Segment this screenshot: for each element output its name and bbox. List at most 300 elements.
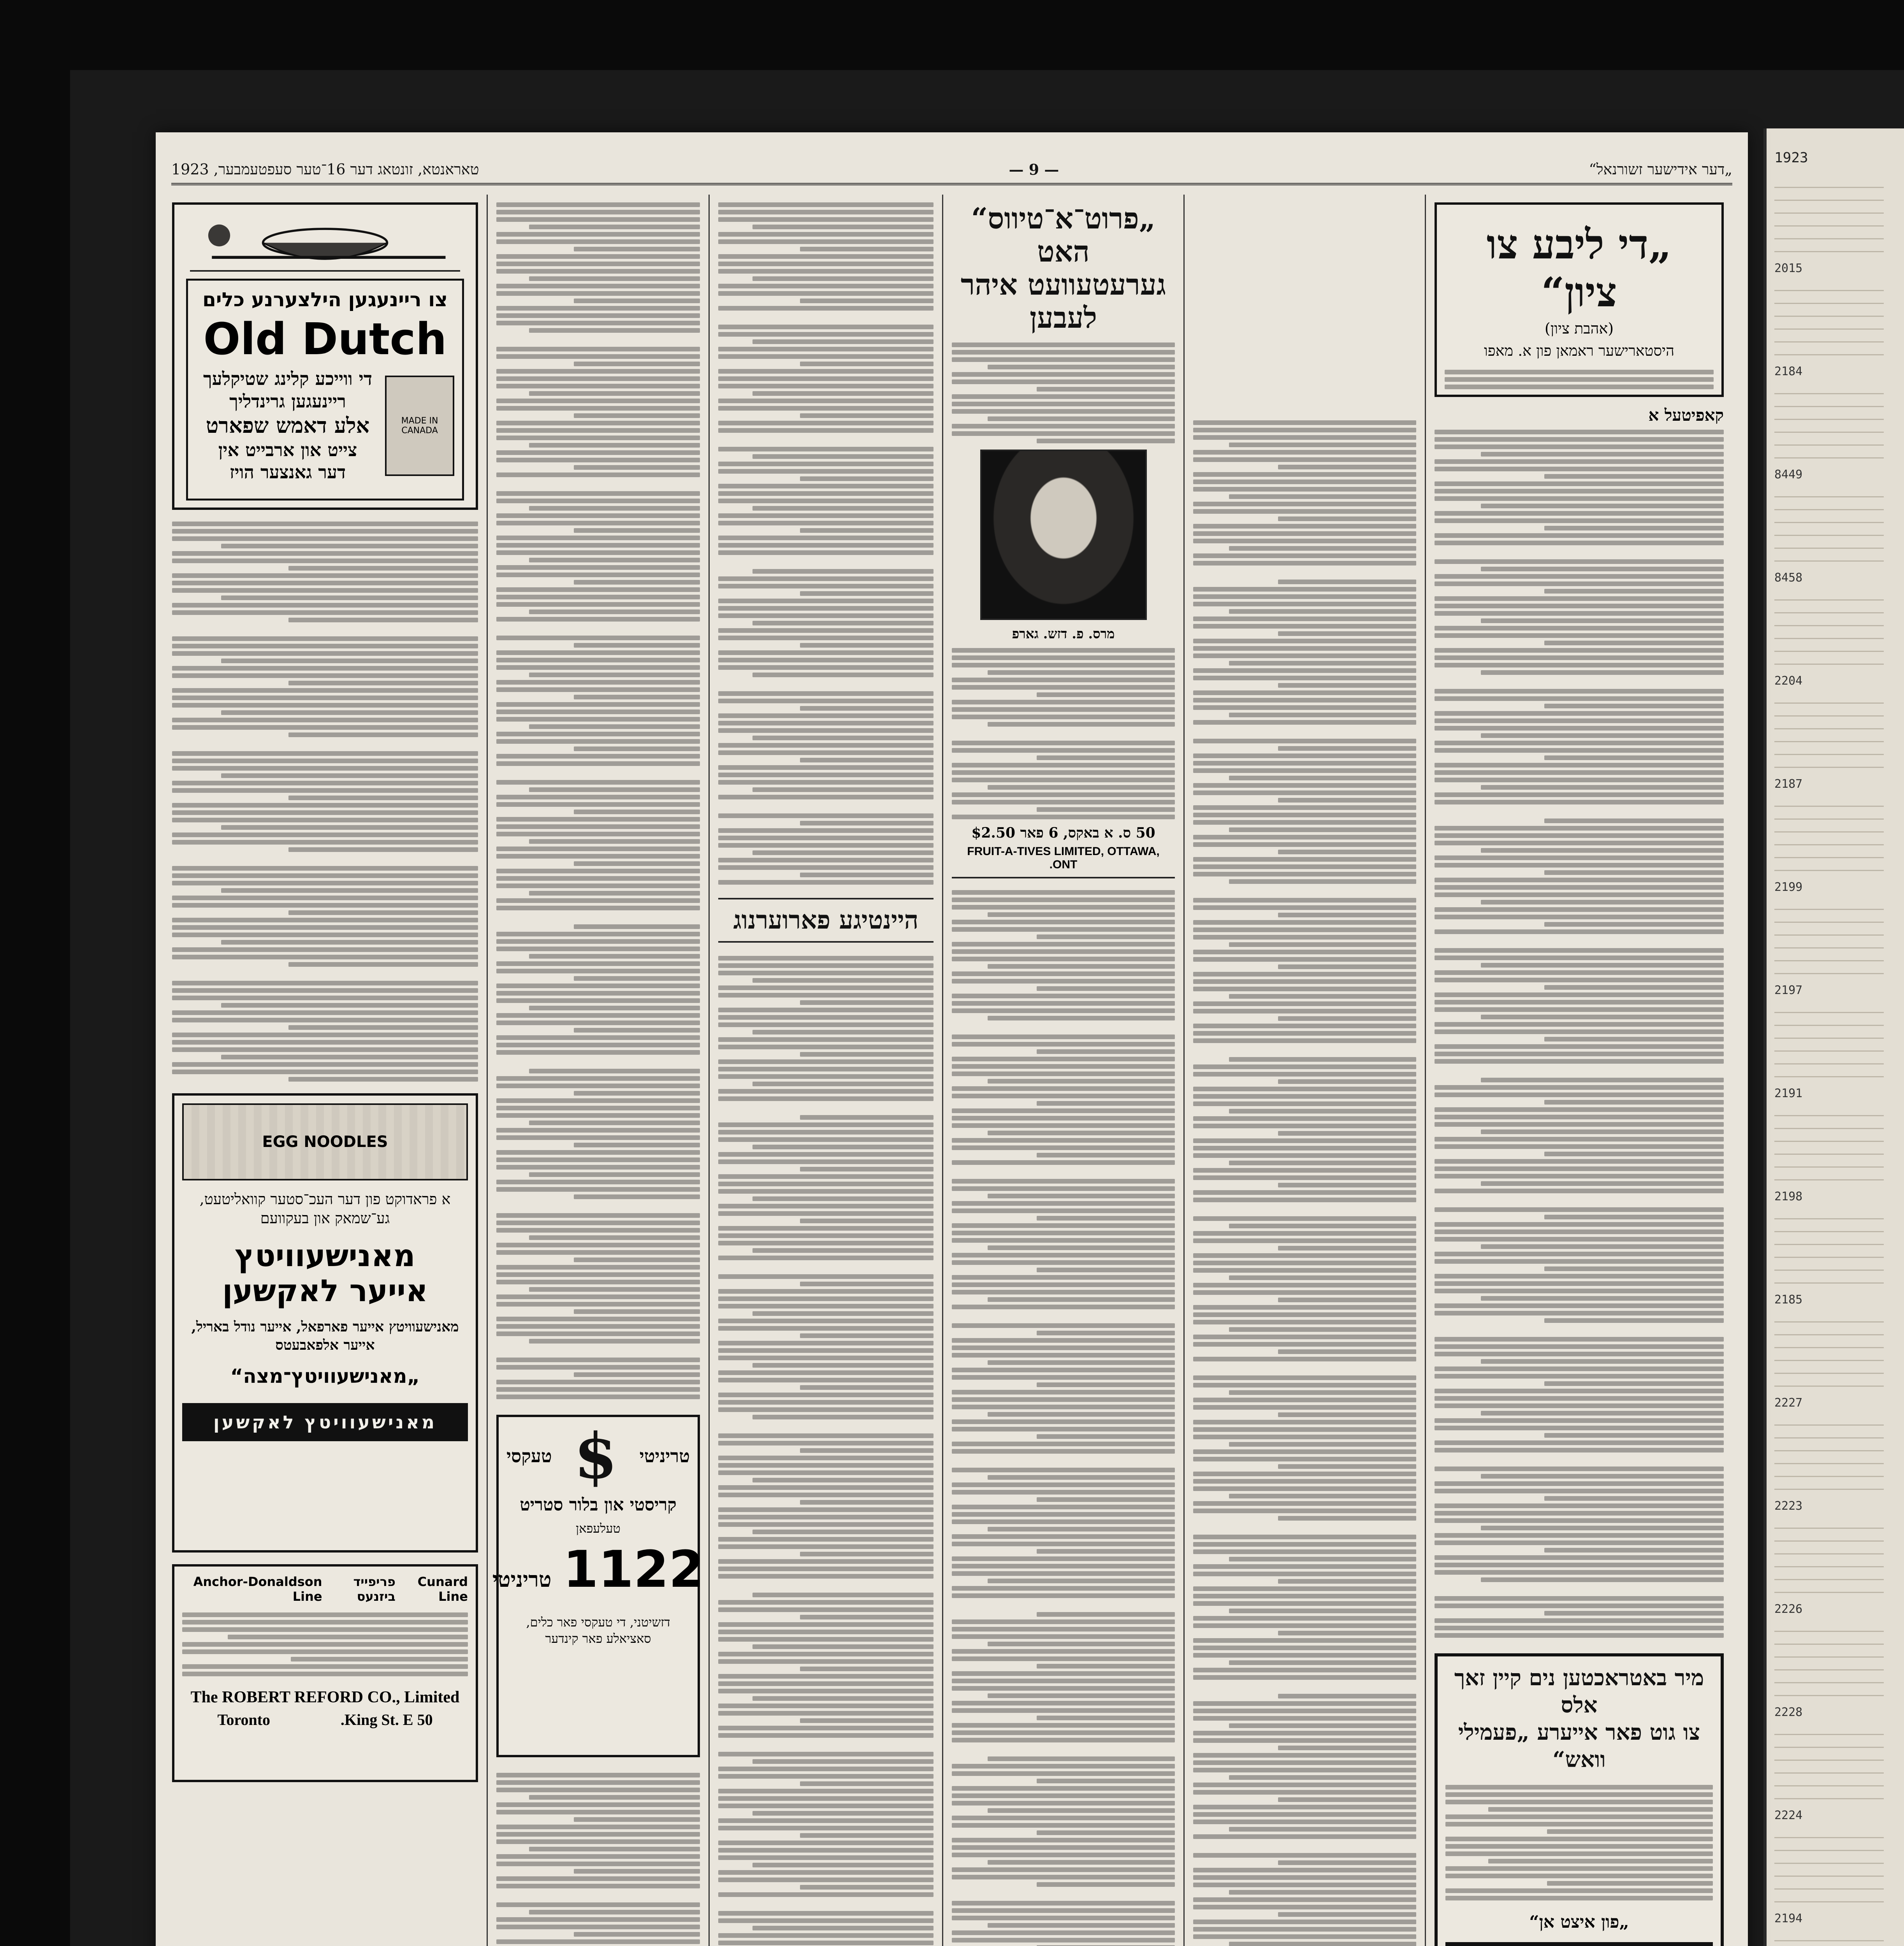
- text-line: [1435, 841, 1724, 845]
- paragraph-break: [1435, 807, 1724, 816]
- text-line: [1193, 1398, 1416, 1402]
- text-line: [1481, 1474, 1724, 1479]
- text-line: [752, 1811, 934, 1816]
- text-line: [1435, 1166, 1724, 1171]
- text-line: [1435, 1489, 1724, 1493]
- text-line: [800, 362, 934, 366]
- text-line: [1435, 833, 1724, 838]
- text-line: [1193, 1486, 1416, 1491]
- text-line: [1229, 1390, 1416, 1395]
- text-line: [718, 1855, 934, 1860]
- adjacent-text-line: [1774, 1780, 1884, 1786]
- text-line: [1435, 1596, 1724, 1601]
- text-line: [718, 1256, 934, 1260]
- text-line: [1193, 805, 1416, 810]
- text-line: [718, 399, 934, 403]
- text-line: [172, 703, 478, 708]
- text-line: [1435, 1555, 1724, 1560]
- cunard-right-header: Anchor-Donaldson Line: [193, 1574, 322, 1604]
- text-line: [1445, 1888, 1713, 1893]
- text-line: [718, 606, 934, 611]
- text-line: [1037, 1382, 1175, 1387]
- text-line: [988, 1194, 1175, 1198]
- text-line: [496, 1358, 700, 1362]
- paragraph-break: [1193, 727, 1416, 736]
- text-line: [1193, 561, 1416, 566]
- text-line: [952, 1419, 1175, 1424]
- text-line: [718, 306, 934, 311]
- text-line: [172, 1070, 478, 1074]
- paragraph-break: [1193, 1842, 1416, 1850]
- text-line: [172, 588, 478, 593]
- text-line: [496, 1331, 700, 1336]
- adjacent-text-line: [1774, 1367, 1884, 1374]
- text-line: [952, 1086, 1175, 1091]
- text-line: [1435, 1289, 1724, 1293]
- text-line: [1229, 827, 1416, 832]
- text-line: [574, 861, 700, 866]
- adjacent-text-line: [1774, 864, 1884, 871]
- text-line: [718, 1630, 934, 1634]
- cunard-company: The ROBERT REFORD CO., Limited: [190, 1688, 460, 1706]
- text-line: [172, 651, 478, 656]
- text-line: [1435, 778, 1724, 782]
- text-line: [1193, 1501, 1416, 1506]
- text-line: [1544, 922, 1724, 927]
- text-line: [496, 1084, 700, 1088]
- text-line: [718, 202, 934, 207]
- text-line: [1435, 1044, 1724, 1049]
- text-line: [574, 976, 700, 981]
- text-line: [718, 1918, 934, 1923]
- text-line: [1278, 1131, 1416, 1136]
- text-line: [1435, 696, 1724, 701]
- text-line: [1435, 1052, 1724, 1056]
- text-line: [1481, 1129, 1724, 1134]
- text-line: [1435, 718, 1724, 723]
- text-line: [1193, 898, 1416, 903]
- text-line: [752, 1696, 934, 1701]
- adjacent-listing-number: 2199: [1774, 880, 1803, 894]
- text-line: [496, 284, 700, 288]
- adjacent-text-line: [1774, 1226, 1884, 1232]
- text-line: [1435, 1022, 1724, 1027]
- text-line: [952, 1253, 1175, 1258]
- text-line: [1544, 1318, 1724, 1323]
- text-line: [1037, 1882, 1175, 1887]
- text-line: [1435, 711, 1724, 716]
- column-5: [1183, 195, 1425, 1946]
- adjacent-text-line: [1774, 929, 1884, 936]
- text-line: [496, 939, 700, 944]
- text-line: [1193, 1001, 1416, 1006]
- text-line: [1193, 1853, 1416, 1858]
- text-line: [496, 513, 700, 518]
- paragraph-break: [718, 802, 934, 811]
- text-line: [1037, 1049, 1175, 1054]
- text-line: [718, 658, 934, 662]
- text-line: [496, 1076, 700, 1081]
- text-line: [496, 754, 700, 759]
- text-line: [952, 1901, 1175, 1906]
- adjacent-text-line: [1774, 1483, 1884, 1490]
- text-line: [1193, 1268, 1416, 1273]
- text-line: [1037, 934, 1175, 939]
- text-line: [496, 1939, 700, 1944]
- old-dutch-brand: Old Dutch: [203, 314, 447, 365]
- text-line: [718, 1319, 934, 1323]
- text-line: [529, 506, 700, 511]
- text-line: [1193, 1868, 1416, 1872]
- cunard-ad: [172, 1564, 478, 1782]
- text-line: [752, 978, 934, 983]
- text-line: [752, 621, 934, 625]
- text-line: [718, 780, 934, 785]
- text-line: [496, 1365, 700, 1370]
- text-line: [952, 1723, 1175, 1728]
- text-line: [1278, 1183, 1416, 1187]
- text-line: [496, 795, 700, 799]
- text-line: [718, 1567, 934, 1571]
- text-line: [172, 551, 478, 556]
- text-line: [496, 1180, 700, 1184]
- text-line: [496, 1302, 700, 1307]
- text-line: [1435, 1115, 1724, 1119]
- text-line: [172, 947, 478, 952]
- text-line: [1193, 1716, 1416, 1721]
- paragraph-break: [952, 729, 1175, 738]
- taxi-phone-number: 1122: [563, 1540, 704, 1599]
- adjacent-text-line: [1774, 1793, 1884, 1799]
- text-line: [1193, 761, 1416, 766]
- text-line: [221, 710, 478, 715]
- text-line: [718, 1789, 934, 1793]
- text-line: [496, 1150, 700, 1155]
- column-right: [1425, 195, 1732, 1946]
- text-line: [1445, 1896, 1713, 1900]
- text-line: [172, 751, 478, 756]
- taxi-label: טריניטי: [639, 1445, 690, 1467]
- text-line: [1435, 955, 1724, 960]
- text-line: [718, 1870, 934, 1875]
- text-line: [952, 1071, 1175, 1076]
- text-line: [952, 424, 1175, 429]
- text-line: [800, 1219, 934, 1223]
- paragraph-break: [496, 624, 700, 633]
- newspaper-page: [156, 132, 1748, 1946]
- adjacent-text-line: [1774, 207, 1884, 214]
- text-line: [221, 1055, 478, 1059]
- text-line: [1193, 1312, 1416, 1317]
- text-line: [952, 1201, 1175, 1206]
- paragraph-break: [1193, 1683, 1416, 1691]
- text-line: [1445, 377, 1714, 382]
- text-line: [1435, 437, 1724, 442]
- adjacent-text-line: [1774, 942, 1884, 948]
- text-line: [496, 1213, 700, 1218]
- text-line: [1193, 639, 1416, 643]
- text-line: [172, 1040, 478, 1045]
- text-line: [1193, 1153, 1416, 1158]
- text-line: [496, 321, 700, 325]
- paragraph-break: [718, 1104, 934, 1112]
- text-line: [952, 1686, 1175, 1691]
- adjacent-listing-number: 2197: [1774, 984, 1803, 997]
- adjacent-text-line: [1774, 529, 1884, 536]
- text-line: [1435, 633, 1724, 638]
- text-line: [1435, 915, 1724, 919]
- text-line: [1037, 387, 1175, 392]
- paragraph-break: [718, 1263, 934, 1272]
- text-line: [496, 847, 700, 851]
- text-line: [988, 1756, 1175, 1761]
- text-line: [529, 787, 700, 792]
- text-line: [718, 1659, 934, 1664]
- text-line: [718, 462, 934, 466]
- text-line: [1435, 1633, 1724, 1638]
- text-line: [496, 1187, 700, 1192]
- text-line: [496, 702, 700, 707]
- text-line: [1278, 850, 1416, 854]
- text-line: [1544, 526, 1724, 530]
- column-2: [487, 195, 709, 1946]
- text-line: [1435, 511, 1724, 516]
- text-line: [1278, 1516, 1416, 1521]
- text-line: [496, 717, 700, 722]
- text-line: [1193, 835, 1416, 840]
- text-line: [221, 544, 478, 548]
- text-line: [172, 522, 478, 526]
- text-line: [952, 1564, 1175, 1568]
- text-line: [496, 306, 700, 311]
- text-line: [952, 1764, 1175, 1769]
- page-number: — 9 —: [1009, 160, 1059, 178]
- text-line: [1193, 1375, 1416, 1380]
- text-line: [1435, 1570, 1724, 1575]
- portrait-photo: [980, 450, 1147, 620]
- text-line: [1481, 963, 1724, 968]
- text-line: [718, 406, 934, 411]
- text-line: [988, 1131, 1175, 1135]
- text-line: [1278, 465, 1416, 469]
- text-line: [172, 881, 478, 885]
- text-line: [752, 1530, 934, 1534]
- text-line: [1445, 1814, 1713, 1819]
- text-line: [1193, 1934, 1416, 1939]
- paragraph-break: [718, 436, 934, 444]
- text-line: [1193, 705, 1416, 710]
- text-line: [718, 963, 934, 968]
- adjacent-text-line: [1774, 839, 1884, 845]
- paragraph-break: [496, 335, 700, 344]
- text-line: [752, 391, 934, 396]
- adjacent-text-line: [1774, 297, 1884, 304]
- text-line: [1193, 1768, 1416, 1772]
- text-line: [752, 1415, 934, 1419]
- text-line: [1481, 1526, 1724, 1530]
- text-line: [952, 1793, 1175, 1798]
- text-line: [496, 998, 700, 1003]
- text-line: [1193, 1435, 1416, 1439]
- text-line: [288, 910, 478, 915]
- text-line: [496, 210, 700, 214]
- text-line: [1547, 1881, 1713, 1886]
- text-line: [952, 741, 1175, 745]
- text-line: [1278, 1349, 1416, 1354]
- text-line: [1193, 435, 1416, 440]
- column-3: [709, 195, 942, 1946]
- text-line: [496, 428, 700, 433]
- text-line: [718, 628, 934, 633]
- text-line: [496, 1317, 700, 1321]
- text-line: [228, 1635, 468, 1639]
- text-line: [952, 1397, 1175, 1402]
- text-line: [952, 707, 1175, 712]
- text-line: [496, 472, 700, 477]
- paragraph-break: [718, 1422, 934, 1431]
- text-line: [182, 1627, 468, 1632]
- text-line: [1193, 1549, 1416, 1554]
- text-line: [718, 576, 934, 581]
- text-line: [952, 1586, 1175, 1591]
- text-line: [496, 1113, 700, 1118]
- text-line: [800, 1385, 934, 1390]
- text-line: [1278, 1246, 1416, 1250]
- adjacent-text-line: [1774, 1161, 1884, 1168]
- adjacent-text-line: [1774, 336, 1884, 342]
- text-line: [1193, 1383, 1416, 1387]
- text-line: [1435, 892, 1724, 897]
- adjacent-text-line: [1774, 181, 1884, 188]
- text-line: [529, 1006, 700, 1010]
- text-line: [952, 890, 1175, 895]
- text-line: [1544, 1381, 1724, 1386]
- text-line: [800, 873, 934, 877]
- text-line: [1278, 1694, 1416, 1698]
- text-line: [988, 1579, 1175, 1583]
- text-line: [172, 636, 478, 641]
- text-line: [529, 839, 700, 844]
- text-line: [800, 1781, 934, 1786]
- paragraph-break: [1435, 1585, 1724, 1593]
- text-line: [952, 1656, 1175, 1661]
- adjacent-listing-number: 2194: [1774, 1912, 1803, 1925]
- text-line: [718, 1804, 934, 1808]
- text-line: [1229, 661, 1416, 666]
- text-line: [1193, 768, 1416, 773]
- paragraph-break: [496, 1202, 700, 1210]
- text-line: [496, 906, 700, 910]
- adjacent-text-line: [1774, 1135, 1884, 1142]
- text-line: [1193, 502, 1416, 506]
- text-line: [496, 232, 700, 237]
- text-line: [172, 573, 478, 578]
- text-line: [1435, 581, 1724, 586]
- text-line: [1544, 985, 1724, 990]
- text-line: [1193, 1283, 1416, 1287]
- text-line: [1278, 1797, 1416, 1802]
- text-line: [496, 824, 700, 829]
- text-line: [952, 402, 1175, 406]
- text-line: [1229, 776, 1416, 780]
- text-line: [1229, 994, 1416, 999]
- text-line: [288, 1025, 478, 1030]
- adjacent-text-line: [1774, 349, 1884, 355]
- text-line: [1193, 1427, 1416, 1432]
- text-line: [1193, 1623, 1416, 1628]
- text-line: [800, 1885, 934, 1890]
- text-line: [1229, 1442, 1416, 1447]
- text-line: [1193, 646, 1416, 651]
- text-line: [496, 217, 700, 222]
- text-line: [496, 1810, 700, 1814]
- text-line: [574, 580, 700, 585]
- text-line: [952, 372, 1175, 377]
- text-line: [1193, 1790, 1416, 1795]
- adjacent-text-line: [1774, 516, 1884, 523]
- text-line: [1435, 541, 1724, 545]
- fruit-headline-2: גערעטעוועט איהר לעבען: [960, 268, 1166, 335]
- text-line: [800, 643, 934, 648]
- laundry-headline-2: צו גוט פאר אייערע „פעמילי וואש“: [1458, 1719, 1700, 1772]
- text-line: [1481, 618, 1724, 623]
- text-line: [1435, 1540, 1724, 1545]
- text-line: [952, 1008, 1175, 1013]
- text-line: [172, 810, 478, 815]
- text-line: [288, 962, 478, 967]
- text-line: [172, 529, 478, 534]
- text-line: [1435, 948, 1724, 953]
- adjacent-listing-number: 2185: [1774, 1293, 1803, 1307]
- text-line: [988, 912, 1175, 917]
- text-line: [1037, 1664, 1175, 1669]
- text-line: [1435, 1311, 1724, 1315]
- text-line: [1193, 950, 1416, 954]
- text-line: [496, 239, 700, 244]
- text-line: [718, 484, 934, 488]
- text-line: [1278, 1016, 1416, 1021]
- text-line: [718, 284, 934, 288]
- text-line: [952, 1679, 1175, 1683]
- text-line: [952, 655, 1175, 660]
- text-line: [718, 713, 934, 718]
- text-line: [1435, 800, 1724, 804]
- text-line: [1435, 1503, 1724, 1508]
- text-line: [529, 276, 700, 281]
- text-line: [1193, 1897, 1416, 1902]
- text-line: [1193, 450, 1416, 455]
- text-line: [718, 347, 934, 351]
- text-line: [952, 1490, 1175, 1495]
- text-line: [529, 1339, 700, 1344]
- text-line: [1193, 1072, 1416, 1077]
- text-line: [1278, 1631, 1416, 1635]
- adjacent-text-line: [1774, 1110, 1884, 1116]
- old-dutch-line3: אלע דאמש שפארט: [206, 413, 370, 438]
- text-line: [496, 1035, 700, 1040]
- text-line: [1435, 444, 1724, 449]
- adjacent-text-line: [1774, 426, 1884, 433]
- text-line: [718, 1574, 934, 1579]
- text-line: [1435, 863, 1724, 868]
- text-line: [1229, 443, 1416, 447]
- text-line: [1435, 1481, 1724, 1486]
- text-line: [496, 1135, 700, 1140]
- paragraph-break: [1193, 1364, 1416, 1373]
- text-line: [718, 1045, 934, 1049]
- text-line: [496, 262, 700, 266]
- text-line: [1229, 879, 1416, 884]
